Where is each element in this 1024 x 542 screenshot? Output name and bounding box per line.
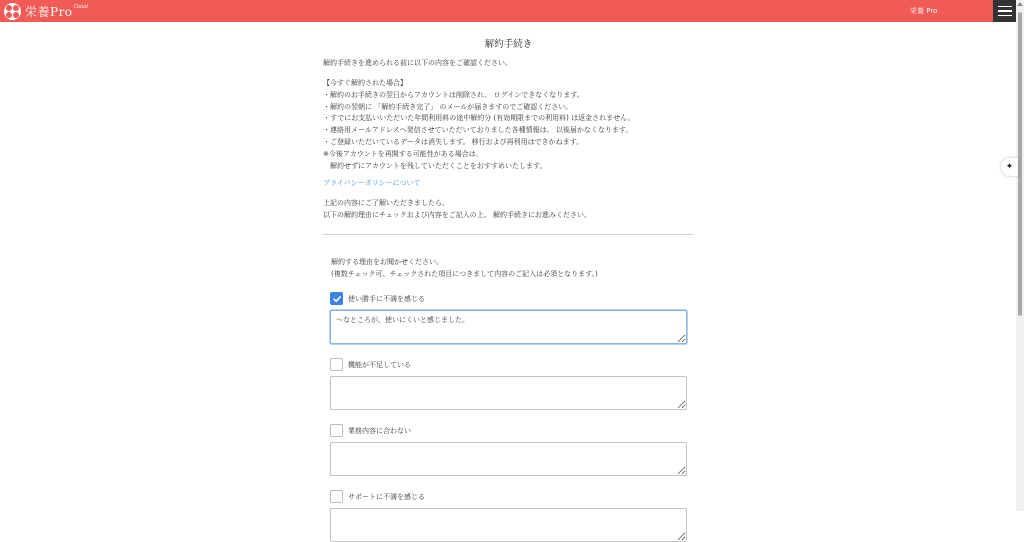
privacy-policy-link[interactable]: プライバシーポリシーについて [323, 179, 421, 187]
scroll-up-arrow-icon[interactable] [1017, 2, 1023, 6]
notice-line: ・すでにお支払いいただいた年間利用料の途中解約分 (有効期限までの利用料) は返金されません。 [323, 114, 635, 123]
reason-label: 使い勝手に不満を感じる [348, 294, 425, 303]
notice-line: 【今すぐ解約された場合】 [323, 79, 407, 87]
top-bar [0, 0, 1016, 22]
logo-mark-icon [4, 3, 21, 20]
reason-checkbox[interactable] [330, 358, 343, 371]
reason-textarea[interactable] [330, 508, 687, 542]
reason-item [330, 358, 687, 410]
page-title: 解約手続き [484, 39, 533, 50]
notice-line: ※今後アカウントを再開する可能性がある場合は、 [323, 149, 483, 158]
confirm-line: 以下の解約理由にチェックおよび内容をご記入の上、 解約手続きにお進みください。 [323, 211, 592, 219]
reason-item [330, 292, 687, 344]
reason-checkbox[interactable] [330, 490, 343, 503]
checkmark-icon [332, 294, 342, 304]
notice-line: ・ご登録いただいているデータは消失します。 移行および再利用はできかねます。 [323, 137, 584, 146]
reason-label: サポートに不満を感じる [348, 492, 425, 501]
notice-line: ・解約のお手続きの翌日からアカウントは削除され、 ログインできなくなります。 [323, 90, 584, 99]
reason-label: 機能が不足している [348, 360, 411, 369]
reason-textarea[interactable] [330, 442, 687, 476]
reasons-heading [331, 256, 598, 280]
site-name: 栄養 Pro [910, 7, 938, 15]
reason-item [330, 424, 687, 476]
confirm-line: 上記の内容にご了解いただきましたら、 [323, 199, 449, 207]
notice-line: ・連絡用メールアドレスへ発信させていただいておりました各種情報は、 以後届かなくなります。 [323, 126, 633, 135]
notice-line: ・解約の翌朝に 「解約手続き完了」 のメールが届きますのでご確認ください。 [323, 102, 573, 111]
divider [323, 234, 693, 235]
reasons-heading-line: 解約する理由をお聞かせください。 [331, 258, 443, 266]
reason-textarea[interactable] [330, 376, 687, 410]
intro-text: 解約手続きを進められる前に以下の内容をご確認ください。 [323, 59, 512, 67]
reason-checkbox[interactable] [330, 292, 343, 305]
reason-label: 業務内容に合わない [348, 426, 411, 435]
reason-textarea[interactable] [330, 310, 687, 344]
notice-line: 解約せずにアカウントを残していただくことをおすすめいたします。 [323, 161, 547, 170]
confirm-text [323, 197, 591, 221]
logo-text: 栄養Pro [25, 4, 73, 19]
reason-checkbox[interactable] [330, 424, 343, 437]
hamburger-menu-icon[interactable] [993, 0, 1016, 22]
reasons-heading-line: (複数チェック可、チェックされた項目につきまして内容のご記入は必須となります。) [331, 270, 598, 278]
scrollbar-thumb[interactable] [1018, 12, 1022, 316]
logo-sup: Cloud [73, 4, 88, 10]
sparkle-icon[interactable]: ✦ [1001, 158, 1018, 176]
notice-block [323, 78, 635, 172]
vertical-scrollbar[interactable] [1016, 0, 1024, 511]
reason-item [330, 490, 687, 542]
logo[interactable] [4, 2, 88, 20]
